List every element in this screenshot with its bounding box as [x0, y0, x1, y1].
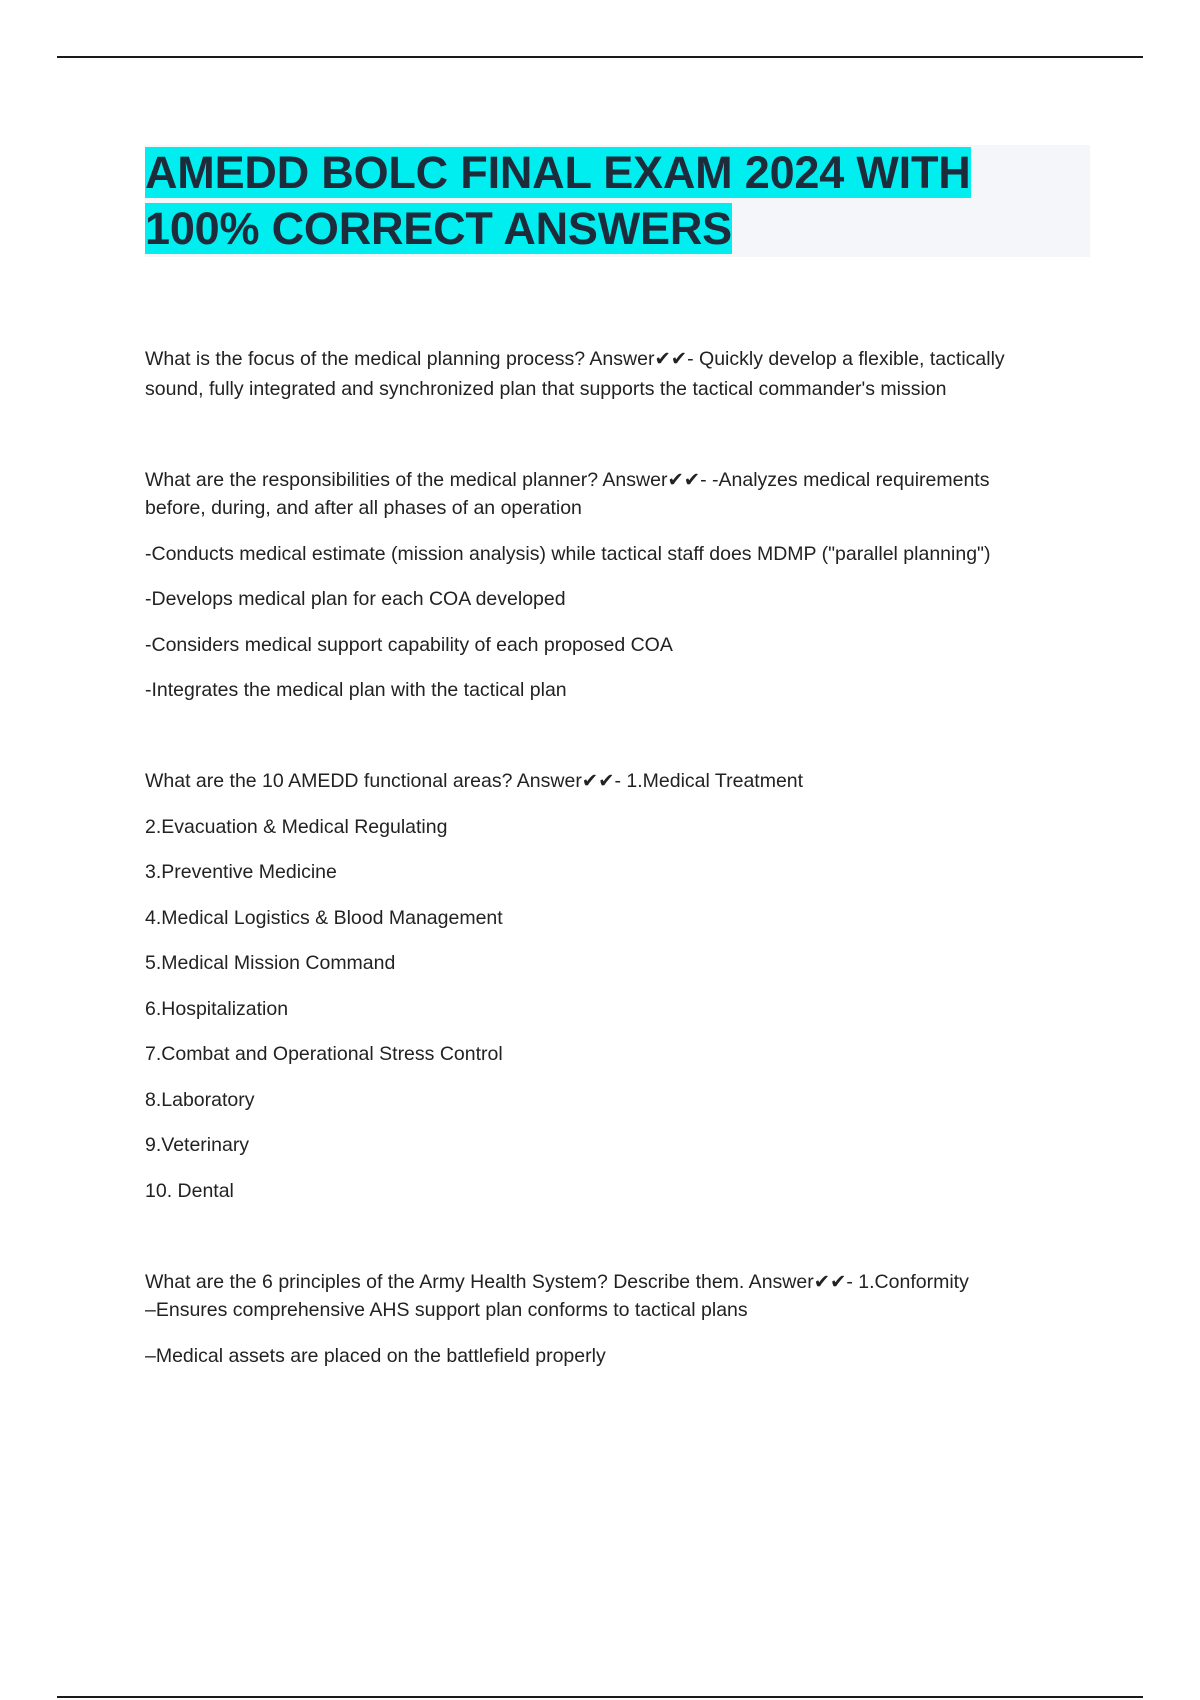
question-3-item: 8.Laboratory — [145, 1089, 255, 1111]
title-line-2: 100% CORRECT ANSWERS — [145, 203, 732, 254]
bottom-rule — [57, 1696, 1143, 1698]
question-1-line-2: sound, fully integrated and synchronized plan that supports the tactical commander's mission — [145, 378, 947, 400]
title-line-1: AMEDD BOLC FINAL EXAM 2024 WITH — [145, 147, 971, 198]
question-3-item: 10. Dental — [145, 1180, 234, 1202]
question-2-line-2: before, during, and after all phases of an operation — [145, 497, 582, 519]
question-3-item: 5.Medical Mission Command — [145, 952, 396, 974]
question-2-item: -Integrates the medical plan with the tactical plan — [145, 679, 567, 701]
question-4-item: –Medical assets are placed on the battlefield properly — [145, 1345, 606, 1367]
question-1-line-1: What is the focus of the medical planning process? Answer✔✔- Quickly develop a flexible, tactically — [145, 348, 1005, 370]
question-3-item: 4.Medical Logistics & Blood Management — [145, 907, 503, 929]
question-3-item: 6.Hospitalization — [145, 998, 289, 1020]
title-block — [145, 145, 1090, 257]
question-4-line-2: –Ensures comprehensive AHS support plan conforms to tactical plans — [145, 1299, 748, 1321]
question-2-item: -Develops medical plan for each COA developed — [145, 588, 566, 610]
question-4-line-1: What are the 6 principles of the Army Health System? Describe them. Answer✔✔- 1.Conformity — [145, 1271, 969, 1293]
question-2-item: -Considers medical support capability of each proposed COA — [145, 634, 673, 656]
question-3-line-1: What are the 10 AMEDD functional areas? Answer✔✔- 1.Medical Treatment — [145, 770, 804, 792]
question-3-item: 2.Evacuation & Medical Regulating — [145, 816, 448, 838]
question-2-line-1: What are the responsibilities of the medical planner? Answer✔✔- -Analyzes medical requirements — [145, 469, 990, 491]
top-rule — [57, 56, 1143, 58]
question-2-item: -Conducts medical estimate (mission analysis) while tactical staff does MDMP ("parallel planning") — [145, 543, 991, 565]
document-title — [145, 145, 1090, 257]
question-3-item: 3.Preventive Medicine — [145, 861, 337, 883]
question-3-item: 7.Combat and Operational Stress Control — [145, 1043, 503, 1065]
question-3-item: 9.Veterinary — [145, 1134, 250, 1156]
